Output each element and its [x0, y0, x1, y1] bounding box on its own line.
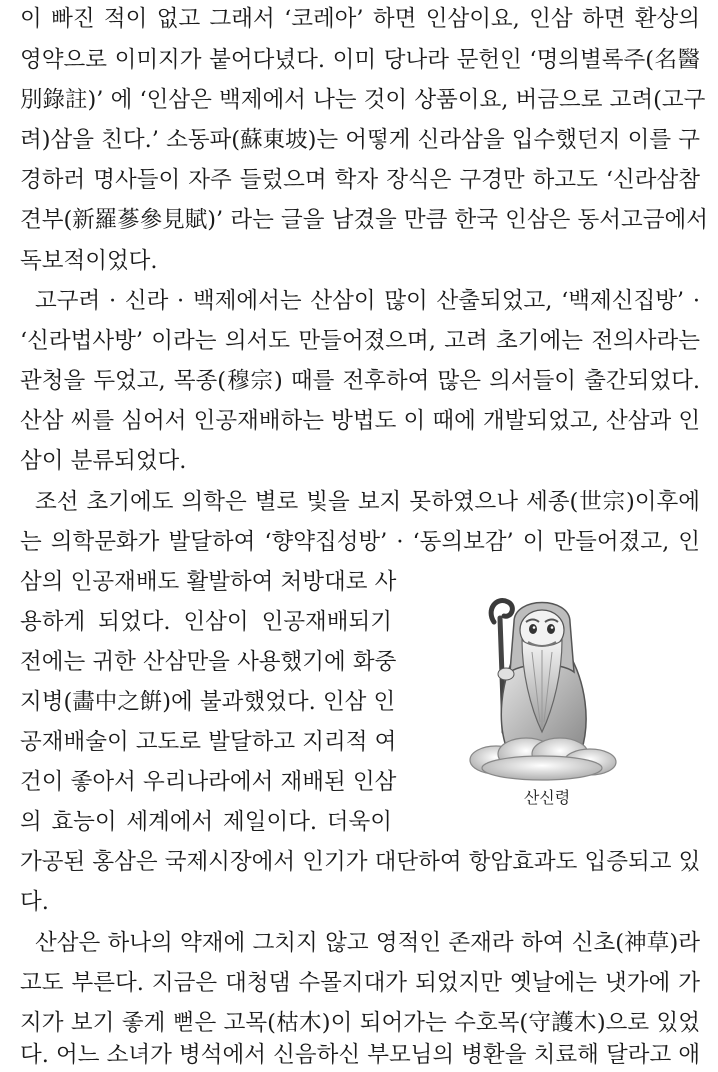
- paragraph-3-line-1: 조선 초기에도 의학은 별로 빛을 보지 못하였으나 세종(世宗)이후에: [35, 489, 700, 515]
- paragraph-4-line-1: 산삼은 하나의 약재에 그치지 않고 영적인 존재라 하여 신초(神草)라: [35, 930, 700, 956]
- paragraph-4-line-4: 다. 어느 소녀가 병석에서 신음하신 부모님의 병환을 치료해 달라고 애: [20, 1042, 701, 1068]
- paragraph-3-line-5: 전에는 귀한 산삼만을 사용했기에 화중: [20, 649, 397, 675]
- paragraph-2-line-3: 관청을 두었고, 목종(穆宗) 때를 전후하여 많은 의서들이 출간되었다.: [20, 368, 700, 394]
- paragraph-3-line-8: 건이 좋아서 우리나라에서 재배된 인삼: [20, 769, 397, 795]
- paragraph-2-line-5: 삼이 분류되었다.: [20, 448, 187, 474]
- mountain-spirit-figure: [456, 582, 626, 817]
- paragraph-3-line-7: 공재배술이 고도로 발달하고 지리적 여: [20, 729, 397, 755]
- paragraph-2-line-4: 산삼 씨를 심어서 인공재배하는 방법도 이 때에 개발되었고, 산삼과 인: [20, 408, 701, 434]
- mountain-spirit-illustration-icon: [456, 582, 626, 782]
- paragraph-1-line-3: 別錄註)’ 에 ‘인삼은 백제에서 나는 것이 상품이요, 버금으로 고려(고구: [20, 87, 706, 113]
- paragraph-1-line-7: 독보적이었다.: [20, 248, 158, 274]
- paragraph-3-line-10: 가공된 홍삼은 국제시장에서 인기가 대단하여 항암효과도 입증되고 있: [20, 849, 701, 875]
- paragraph-3-line-9: 의 효능이 세계에서 제일이다. 더욱이: [20, 809, 392, 835]
- paragraph-2-line-2: ‘신라법사방’ 이라는 의서도 만들어졌으며, 고려 초기에는 전의사라는: [20, 328, 700, 354]
- paragraph-1-line-2: 영약으로 이미지가 붙어다녔다. 이미 당나라 문헌인 ‘명의별록주(名醫: [20, 47, 700, 73]
- paragraph-4-line-2: 고도 부른다. 지금은 대청댐 수몰지대가 되었지만 옛날에는 냇가에 가: [20, 970, 700, 996]
- paragraph-1-line-6: 견부(新羅蔘參見賦)’ 라는 글을 남겼을 만큼 한국 인삼은 동서고금에서: [20, 207, 708, 233]
- paragraph-3-line-4: 용하게 되었다. 인삼이 인공재배되기: [20, 609, 392, 635]
- paragraph-3-line-6: 지병(畵中之餠)에 불과했었다. 인삼 인: [20, 689, 396, 715]
- paragraph-4-line-3: 지가 보기 좋게 뻗은 고목(枯木)이 되어가는 수호목(守護木)으로 있었: [20, 1010, 700, 1036]
- paragraph-3-line-3: 삼의 인공재배도 활발하여 처방대로 사: [20, 569, 397, 595]
- figure-caption: 산신령: [523, 788, 571, 807]
- paragraph-3-line-11: 다.: [20, 889, 49, 915]
- paragraph-1-line-4: 려)삼을 친다.’ 소동파(蘇東坡)는 어떻게 신라삼을 입수했던지 이를 구: [20, 127, 700, 153]
- paragraph-3-line-2: 는 의학문화가 발달하여 ‘향약집성방’ · ‘동의보감’ 이 만들어졌고, 인: [20, 529, 700, 555]
- paragraph-1-line-5: 경하러 명사들이 자주 들렀으며 학자 장식은 구경만 하고도 ‘신라삼참: [20, 167, 700, 193]
- paragraph-2-line-1: 고구려 · 신라 · 백제에서는 산삼이 많이 산출되었고, ‘백제신집방’ ·: [35, 288, 700, 314]
- paragraph-1-line-1: 이 빠진 적이 없고 그래서 ‘코레아’ 하면 인삼이요, 인삼 하면 환상의: [20, 6, 700, 32]
